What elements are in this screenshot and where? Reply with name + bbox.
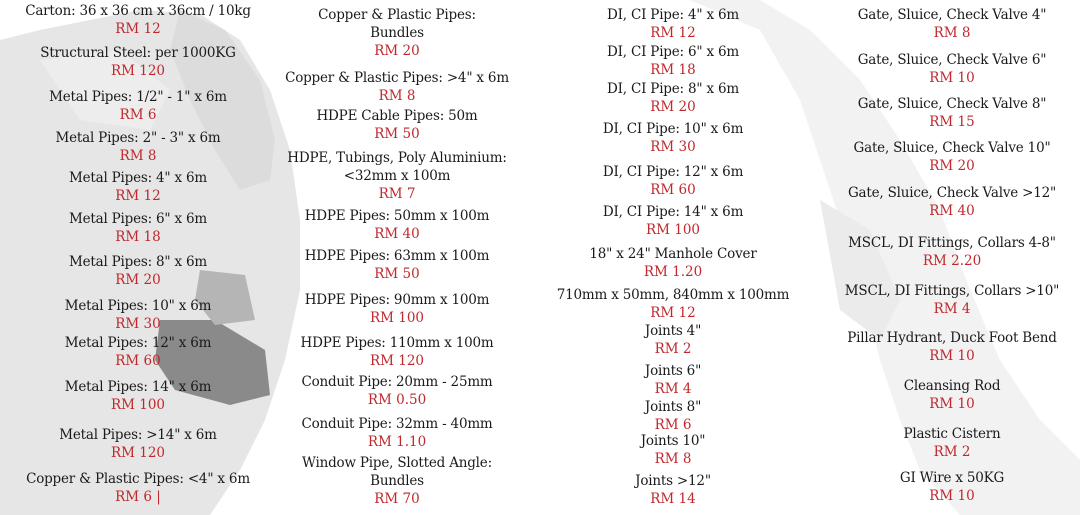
item-name: Joints >12" [635, 473, 711, 489]
item-name: DI, CI Pipe: 12" x 6m [602, 164, 744, 180]
item-price: RM 8 [119, 148, 157, 164]
price-entry [546, 163, 800, 199]
item-name: Copper & Plastic Pipes: <4" x 6m [26, 471, 250, 487]
item-name: 18" x 24" Manhole Cover [589, 246, 757, 262]
price-entry [274, 247, 520, 283]
price-entry [0, 169, 276, 205]
item-price: RM 1.20 [643, 264, 703, 280]
price-entry [828, 469, 1076, 505]
price-entry [546, 80, 800, 116]
item-price: RM 12 [650, 305, 696, 321]
item-name: MSCL, DI Fittings, Collars 4-8" [848, 235, 1056, 251]
item-price: RM 2.20 [922, 253, 982, 269]
item-name: Metal Pipes: >14" x 6m [59, 427, 217, 443]
item-price: RM 15 [929, 114, 975, 130]
price-entry [828, 6, 1076, 42]
item-price: RM 100 [110, 397, 166, 413]
item-price: RM 6 [654, 417, 692, 433]
item-price: RM 4 [933, 301, 971, 317]
price-entry [0, 44, 276, 80]
price-entry [828, 184, 1076, 220]
price-entry [274, 415, 520, 451]
item-price: RM 14 [650, 491, 696, 507]
item-name-line-2: Bundles [370, 473, 424, 489]
item-name: HDPE Cable Pipes: 50m [316, 108, 478, 124]
item-name: Metal Pipes: 1/2" - 1" x 6m [49, 89, 227, 105]
item-name: DI, CI Pipe: 10" x 6m [602, 121, 744, 137]
item-name: Joints 10" [640, 433, 706, 449]
item-name-line-2: Bundles [370, 25, 424, 41]
item-price: RM 20 [374, 43, 420, 59]
item-price: RM 20 [650, 99, 696, 115]
price-entry [274, 6, 520, 60]
item-name: Joints 6" [644, 363, 702, 379]
price-entry [546, 398, 800, 434]
item-name: 710mm x 50mm, 840mm x 100mm [556, 287, 790, 303]
item-price: RM 1.10 [367, 434, 427, 450]
item-name: DI, CI Pipe: 8" x 6m [607, 81, 739, 97]
item-price: RM 100 [369, 310, 425, 326]
item-price: RM 120 [110, 445, 166, 461]
item-name: HDPE Pipes: 50mm x 100m [304, 208, 490, 224]
price-entry [0, 334, 276, 370]
item-price: RM 120 [110, 63, 166, 79]
price-entry [828, 95, 1076, 131]
item-name: DI, CI Pipe: 6" x 6m [607, 44, 739, 60]
item-name: Window Pipe, Slotted Angle: [302, 455, 492, 471]
item-price: RM 120 [369, 353, 425, 369]
price-entry [546, 472, 800, 508]
price-entry [828, 377, 1076, 413]
price-entry [828, 139, 1076, 175]
price-entry [546, 6, 800, 42]
item-price: RM 10 [929, 70, 975, 86]
item-name: HDPE, Tubings, Poly Aluminium: [287, 150, 507, 166]
item-price: RM 40 [374, 226, 420, 242]
price-entry [274, 149, 520, 203]
item-name: Structural Steel: per 1000KG [40, 45, 236, 61]
item-price: RM 7 [378, 186, 416, 202]
item-name: Joints 4" [644, 323, 702, 339]
item-name: GI Wire x 50KG [899, 470, 1005, 486]
item-price: RM 20 [929, 158, 975, 174]
price-entry [0, 470, 276, 506]
item-name: DI, CI Pipe: 4" x 6m [607, 7, 739, 23]
item-price: RM 18 [650, 62, 696, 78]
item-name: Metal Pipes: 10" x 6m [64, 298, 212, 314]
item-name: MSCL, DI Fittings, Collars >10" [844, 283, 1060, 299]
item-price: RM 8 [378, 88, 416, 104]
item-price: RM 100 [645, 222, 701, 238]
item-price: RM 6 | [115, 489, 161, 505]
item-name: Gate, Sluice, Check Valve 8" [857, 96, 1047, 112]
item-name: Cleansing Rod [903, 378, 1001, 394]
price-entry [0, 210, 276, 246]
item-name: Gate, Sluice, Check Valve 10" [853, 140, 1051, 156]
item-price: RM 50 [374, 126, 420, 142]
price-entry [274, 207, 520, 243]
price-entry [546, 286, 800, 322]
price-entry [274, 373, 520, 409]
item-price: RM 8 [933, 25, 971, 41]
item-name: Plastic Cistern [903, 426, 1001, 442]
item-name: HDPE Pipes: 90mm x 100m [304, 292, 490, 308]
price-entry [0, 129, 276, 165]
item-price: RM 50 [374, 266, 420, 282]
item-price: RM 0.50 [367, 392, 427, 408]
item-price: RM 10 [929, 348, 975, 364]
price-entry [0, 2, 276, 38]
price-entry [274, 334, 520, 370]
price-entry [274, 454, 520, 508]
item-name: Carton: 36 x 36 cm x 36cm / 10kg [25, 3, 251, 19]
price-entry [546, 43, 800, 79]
item-name: Copper & Plastic Pipes: >4" x 6m [285, 70, 509, 86]
item-name: Conduit Pipe: 20mm - 25mm [301, 374, 493, 390]
price-entry [828, 234, 1076, 270]
item-price: RM 12 [650, 25, 696, 41]
price-entry [546, 120, 800, 156]
item-price: RM 70 [374, 491, 420, 507]
item-name: Metal Pipes: 12" x 6m [64, 335, 212, 351]
price-entry [546, 432, 800, 468]
item-price: RM 12 [115, 21, 161, 37]
item-name: Joints 8" [644, 399, 702, 415]
item-name: Metal Pipes: 8" x 6m [68, 254, 208, 270]
item-price: RM 12 [115, 188, 161, 204]
price-entry [546, 245, 800, 281]
price-entry [828, 282, 1076, 318]
item-name: Copper & Plastic Pipes: [318, 7, 476, 23]
item-price: RM 60 [650, 182, 696, 198]
item-name-line-2: <32mm x 100m [343, 168, 451, 184]
item-name: Metal Pipes: 14" x 6m [64, 379, 212, 395]
item-price: RM 6 [119, 107, 157, 123]
item-price: RM 18 [115, 229, 161, 245]
item-name: Metal Pipes: 6" x 6m [68, 211, 208, 227]
item-name: Gate, Sluice, Check Valve 4" [857, 7, 1047, 23]
item-price: RM 10 [929, 488, 975, 504]
price-entry [546, 362, 800, 398]
price-entry [274, 107, 520, 143]
item-price: RM 2 [654, 341, 692, 357]
price-entry [828, 425, 1076, 461]
item-name: DI, CI Pipe: 14" x 6m [602, 204, 744, 220]
item-name: HDPE Pipes: 110mm x 100m [300, 335, 494, 351]
price-entry [0, 297, 276, 333]
item-price: RM 20 [115, 272, 161, 288]
item-price: RM 2 [933, 444, 971, 460]
price-entry [828, 329, 1076, 365]
item-price: RM 30 [650, 139, 696, 155]
item-name: Gate, Sluice, Check Valve 6" [857, 52, 1047, 68]
item-name: Metal Pipes: 2" - 3" x 6m [55, 130, 221, 146]
price-entry [0, 426, 276, 462]
price-entry [0, 88, 276, 124]
item-price: RM 60 [115, 353, 161, 369]
price-entry [274, 291, 520, 327]
price-entry [0, 378, 276, 414]
item-price: RM 40 [929, 203, 975, 219]
item-name: HDPE Pipes: 63mm x 100m [304, 248, 490, 264]
item-name: Conduit Pipe: 32mm - 40mm [301, 416, 493, 432]
item-price: RM 8 [654, 451, 692, 467]
price-entry [546, 322, 800, 358]
price-entry [828, 51, 1076, 87]
price-entry [0, 253, 276, 289]
item-name: Pillar Hydrant, Duck Foot Bend [847, 330, 1057, 346]
item-name: Metal Pipes: 4" x 6m [68, 170, 208, 186]
item-name: Gate, Sluice, Check Valve >12" [847, 185, 1057, 201]
item-price: RM 10 [929, 396, 975, 412]
item-price: RM 30 [115, 316, 161, 332]
price-entry [546, 203, 800, 239]
item-price: RM 4 [654, 381, 692, 397]
price-entry [274, 69, 520, 105]
